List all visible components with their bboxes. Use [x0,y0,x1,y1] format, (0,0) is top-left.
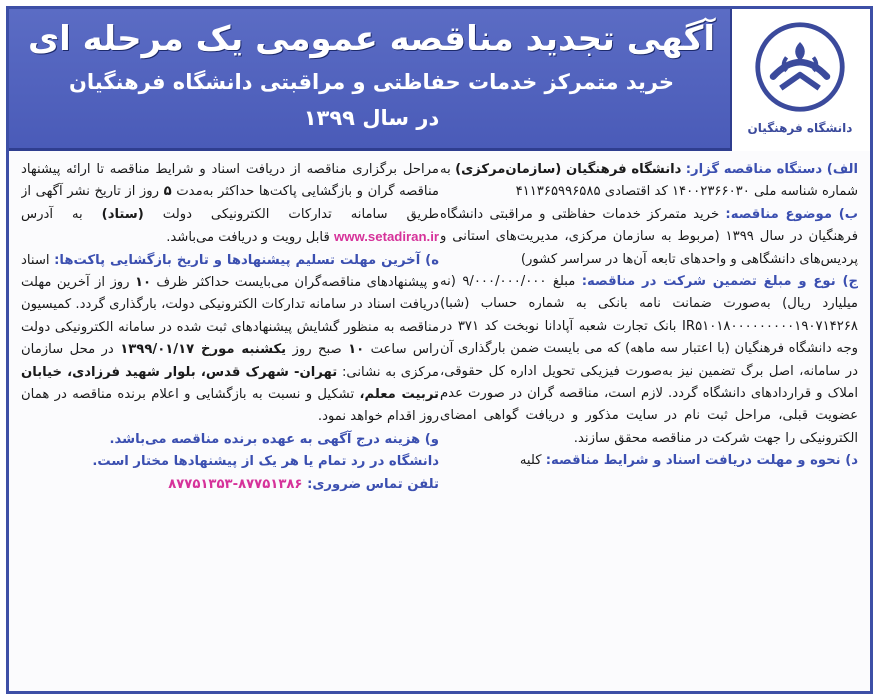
phone-label: تلفن تماس ضروری: [302,476,439,492]
section-d-cont-text-4: قابل رویت و دریافت می‌باشد. [166,230,334,246]
section-c-text: مبلغ ۹/۰۰۰/۰۰۰/۰۰۰ (نه میلیارد ریال) به‌صورت ضمانت نامه بانکی به شماره حساب (شبا) IR۵۱۰۱۸۰۰۰۰۰۰۰۰۰۱۹۰۷۱۴۲۶۸ بانک تجارت شعبه آپادانا نوبخت کد ۳۷۱ در وجه دانشگاه فرهنگیان (با اعتبار سه ماهه) که می بایست ضمن بارگذاری آن در سامانه، اصل برگ تضمین نیز به‌صورت فیزیکی تحویل اداره کل حقوقی، املاک و قراردادهای دانشگاه گردد. لازم است، مناقصه گران در صورت عدم عضویت قبلی، مراحل ثبت نام در سایت مذکور و دریافت گواهی امضای الکترونیکی را جهت شرکت در مناقصه محقق سازند. [440,274,858,446]
section-d-lead: د) نحوه و مهلت دریافت اسناد و شرایط مناقصه: [545,453,858,469]
logo-caption: دانشگاه فرهنگیان [747,121,853,135]
left-column [21,159,439,687]
section-e [21,250,439,429]
notice-body [9,151,870,691]
section-d-cont-text-1: مراحل برگزاری مناقصه از دریافت اسناد و شرایط مناقصه تا ارائه پیشنهاد مناقصه گران و بازگشایی پاکت‌ها حداکثر به‌مدت [21,162,439,200]
section-c-lead: ج) نوع و مبلغ تضمین شرکت در مناقصه: [581,274,858,290]
section-e-text-5: تشکیل و نسبت به بازگشایی و اعلام برنده مناقصه در همان روز اقدام خواهد نمود. [21,387,439,425]
opening-date: یکشنبه مورخ ۱۳۹۹/۰۱/۱۷ [120,342,287,358]
section-e-text-1: اسناد و پیشنهادهای مناقصه‌گران می‌بایست حداکثر ظرف [21,252,439,291]
logo-box [730,9,870,151]
university-emblem-icon [752,19,848,115]
section-a-lead: الف) دستگاه مناقصه گزار: [685,162,858,177]
opening-hour: ۱۰ [348,342,365,358]
notice-year: در سال ۱۳۹۹ [303,106,440,130]
notice-header [9,9,870,151]
section-d-cont-text-2: روز از تاریخ نشر آگهی از طریق سامانه تدارکات الکترونیکی دولت [21,184,439,222]
contact-line [21,474,439,496]
section-e-lead: ه) آخرین مهلت تسلیم پیشنهادها و تاریخ بازگشایی پاکت‌ها: [54,252,439,268]
notice-title: آگهی تجدید مناقصه عمومی یک مرحله ای [27,19,716,59]
section-b [440,204,858,271]
section-e-text-4: در محل سازمان مرکزی به نشانی: [21,342,439,380]
section-f-lead: و) هزینه درج آگهی به عهده برنده مناقصه می‌باشد. [109,431,439,447]
section-e-text-2: روز از آخرین مهلت دریافت اسناد در سامانه تدارکات الکترونیکی دولت، بارگذاری گردد. کمیسیون مناقصه به منظور گشایش پیشنهادهای ثبت شده در سامانه الکترونیکی دولت راس ساعت [21,275,439,358]
section-d [440,450,858,472]
section-a [440,159,858,204]
days-count: ۵ [163,184,172,200]
section-d-text: کلیه [519,453,546,469]
submission-days: ۱۰ [134,275,152,291]
section-c [440,271,858,450]
website-link[interactable]: www.setadiran.ir [333,229,439,245]
rejection-note-text: دانشگاه در رد تمام یا هر یک از پیشنهادها مختار است. [92,454,439,470]
section-b-text: خرید متمرکز خدمات حفاظتی و مراقبتی دانشگاه فرهنگیان در سال ۱۳۹۹ (مربوط به سازمان مرکزی، مدیریت‌های استانی و پردیس‌های دانشگاهی و واحدهای تابعه آن‌ها در سراسر کشور) [440,206,858,267]
section-b-lead: ب) موضوع مناقصه: [725,206,858,222]
right-column [440,159,858,687]
notice-subtitle: خرید متمرکز خدمات حفاظتی و مراقبتی دانشگاه فرهنگیان [68,70,675,94]
section-d-cont-text-3: به آدرس [21,206,102,222]
setad-label: (ستاد) [101,206,144,222]
section-f [21,429,439,451]
phone-numbers: ۸۷۷۵۱۳۸۶-۸۷۷۵۱۳۵۳ [168,476,303,492]
section-a-text: به شماره شناسه ملی ۱۴۰۰۲۳۶۶۰۳۰ کد اقتصادی ۴۱۱۳۶۵۹۹۶۵۸۵ [440,162,858,200]
notice-frame [6,6,873,694]
organizer-name: دانشگاه فرهنگیان (سازمان‌مرکزی) [455,162,682,177]
opening-address: تهران- شهرک قدس، بلوار شهید فرزادی، خیابان تربیت معلم، [21,364,439,403]
rejection-note [21,451,439,473]
section-e-text-3: صبح روز [286,342,349,358]
section-d-continued [21,159,439,250]
